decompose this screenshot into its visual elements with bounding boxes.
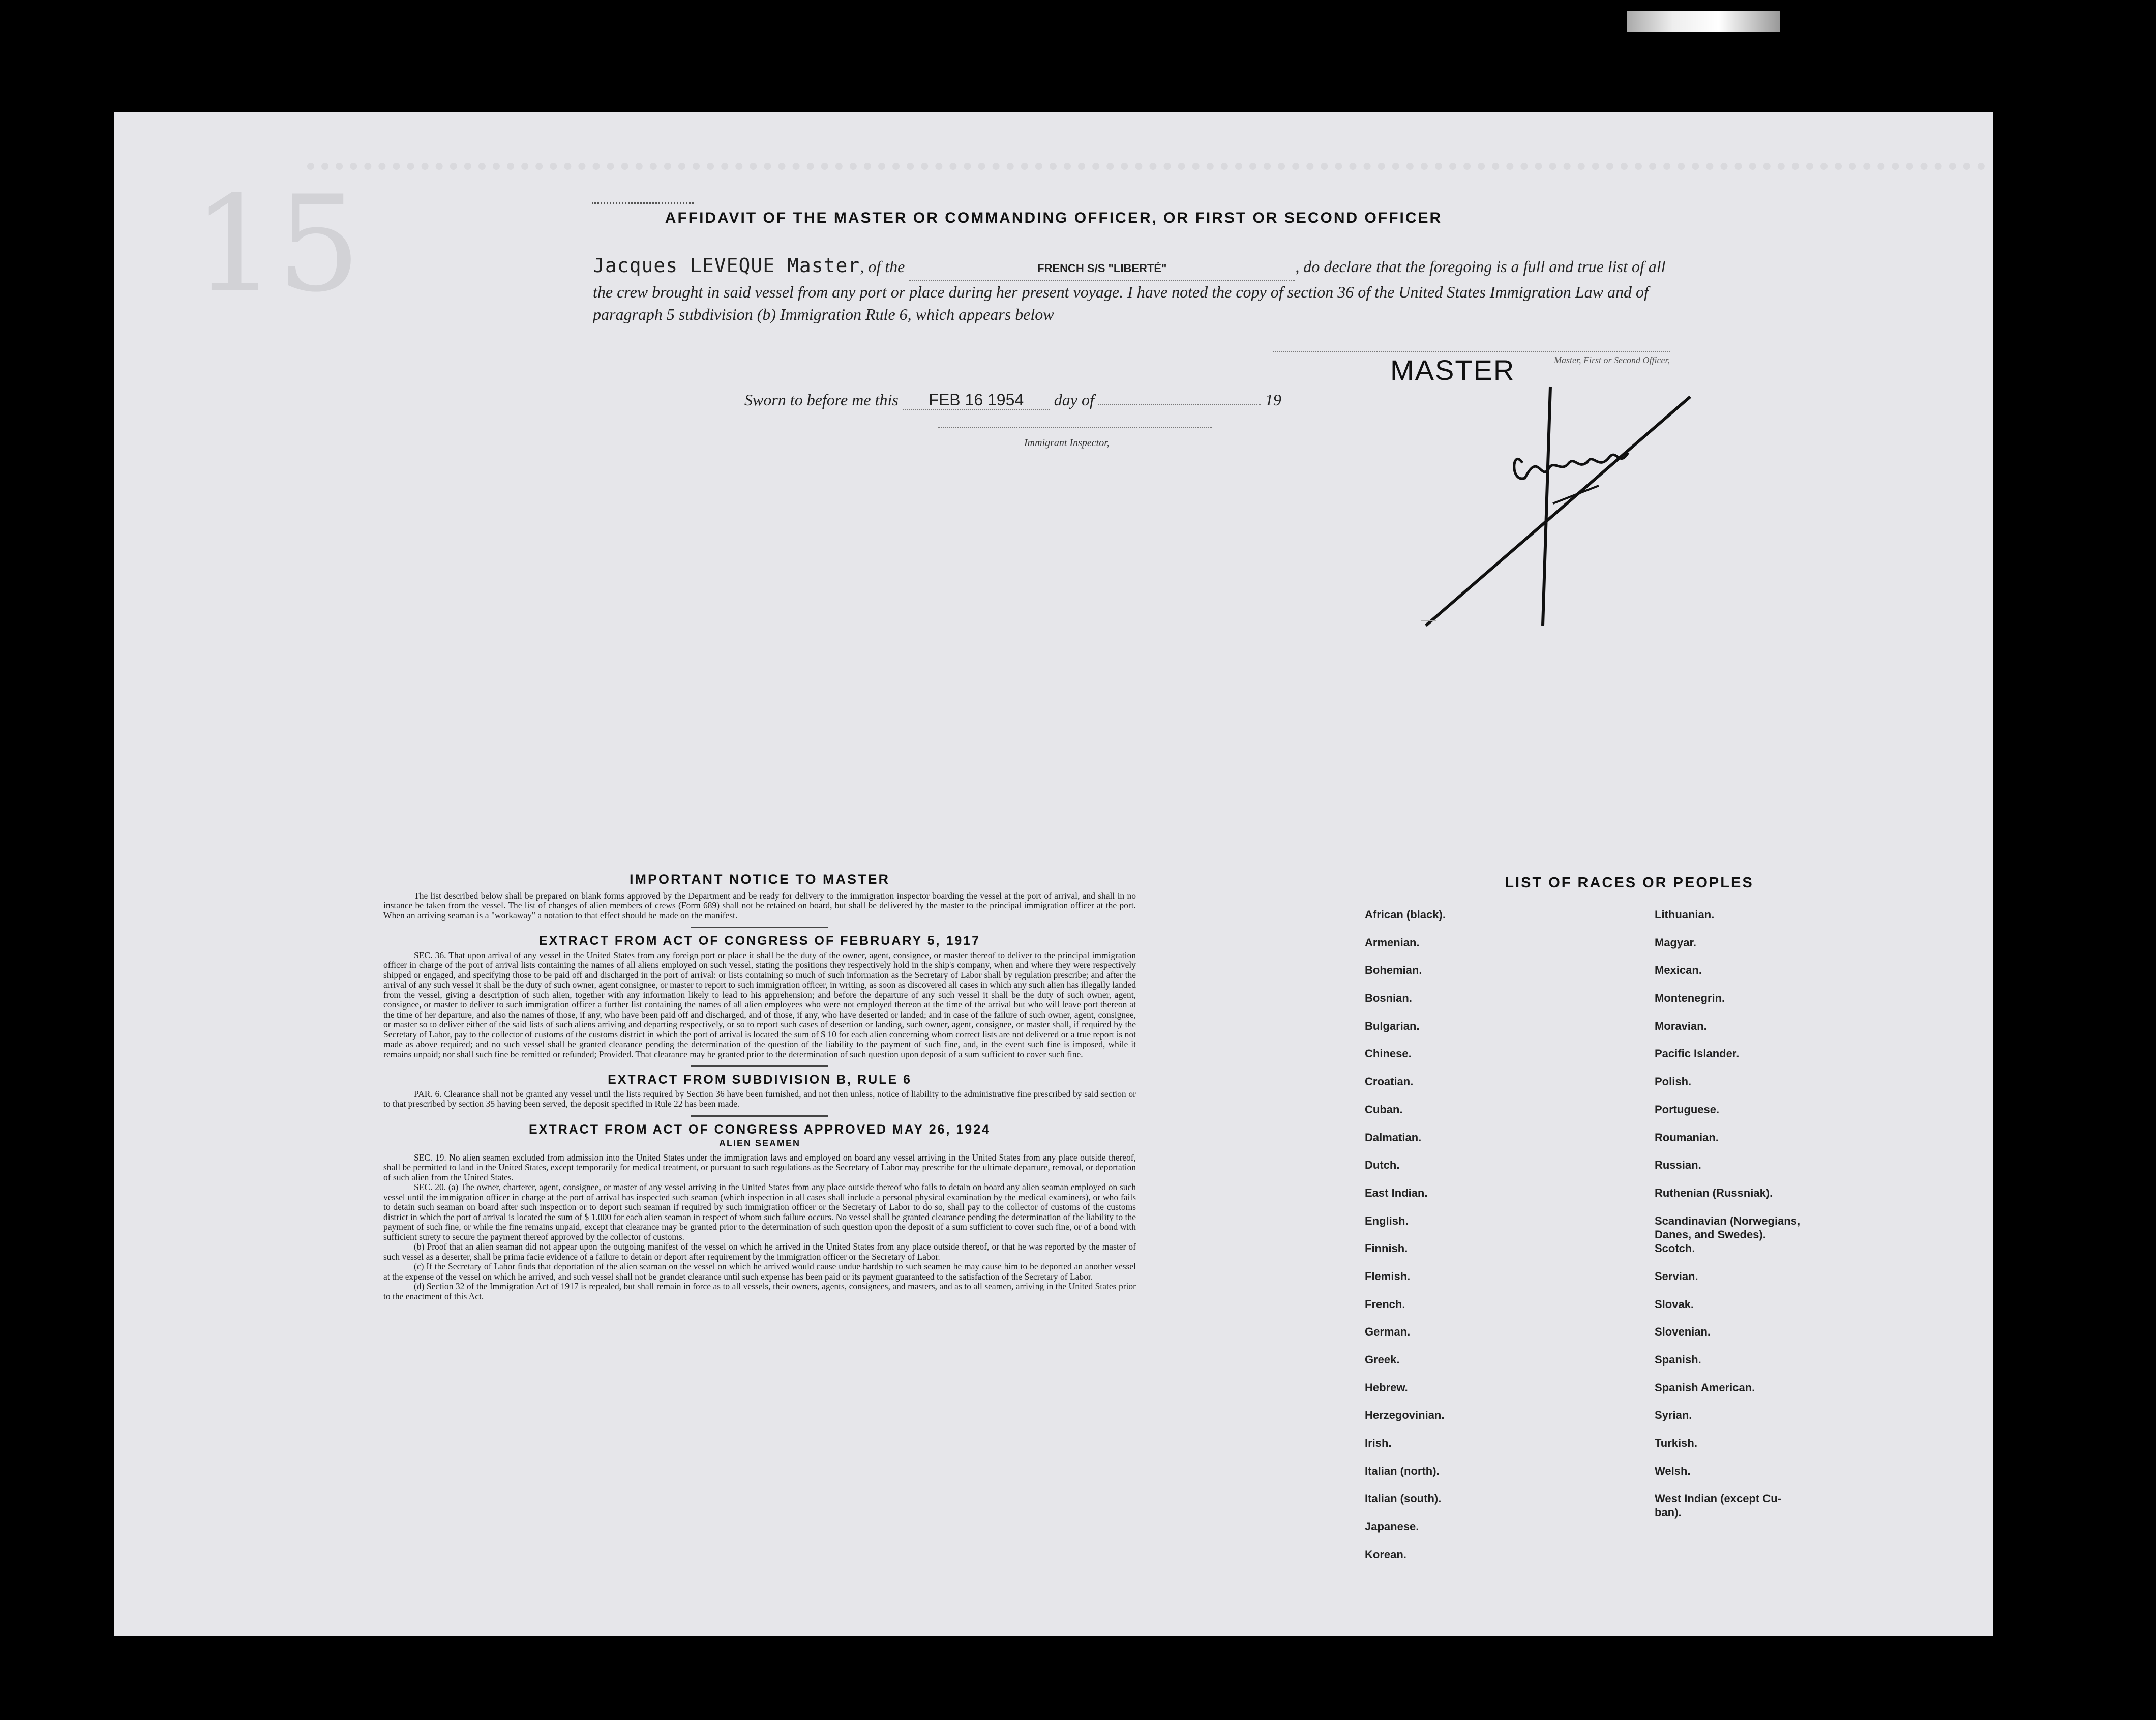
race-item: French.: [1365, 1297, 1405, 1311]
race-item: Croatian.: [1365, 1075, 1414, 1088]
race-item: Ruthenian (Russniak).: [1655, 1186, 1773, 1199]
race-item: Polish.: [1655, 1075, 1692, 1088]
races-left-column: [1365, 908, 1446, 1576]
vessel-name: FRENCH S/S "LIBERTÉ": [909, 257, 1295, 281]
bleed-through-page-number: 15: [193, 168, 361, 321]
typed-master-name: Jacques LEVEQUE Master: [593, 254, 860, 277]
races-columns: [1355, 908, 1904, 1561]
race-item: Bosnian.: [1365, 992, 1412, 1005]
race-item: Slovenian.: [1655, 1325, 1711, 1339]
race-item: German.: [1365, 1325, 1411, 1339]
extract-rule6-title: EXTRACT FROM SUBDIVISION B, RULE 6: [608, 1073, 912, 1087]
extract-1917-title: EXTRACT FROM ACT OF CONGRESS OF FEBRUARY 5, 1917: [538, 934, 981, 948]
race-item: Moravian.: [1655, 1019, 1707, 1032]
race-item: Cuban.: [1365, 1103, 1403, 1116]
punch-hole: [2029, 552, 2054, 577]
race-item: Lithuanian.: [1655, 908, 1715, 921]
race-item: East Indian.: [1365, 1186, 1428, 1199]
important-notice-section: [383, 872, 1136, 1301]
races-right-column: [1655, 908, 1868, 1520]
race-item: Dalmatian.: [1365, 1131, 1422, 1144]
race-item: Spanish American.: [1655, 1381, 1755, 1394]
signature-line: [1273, 351, 1670, 352]
race-item: Welsh.: [1655, 1464, 1691, 1477]
bleed-through-header: [307, 163, 1985, 180]
notice-text: The list described below shall be prepared on blank forms approved by the Department and be ready for delivery to the immigration inspector boarding the vessel at the port of arrival, and shall in no instance be taken from the vessel. The list of changes of alien members of crews (Form 689) shall not be retained on board, but shall be delivered by the master to the principal immigration officer at the port. When an arriving seaman is a "workaway" a notation to that effect should be made on the manifest.: [383, 890, 1136, 921]
sec20a-text: SEC. 20. (a) The owner, charterer, agent, consignee, or master of any vessel arriving in the United States from any place outside thereof who fails to detain on board any alien seaman employed on such vessel until the immigration officer in charge at the port of arrival has inspected such seaman (which inspection in all cases shall include a personal physical examination by the medical examiners), or who fails to detain such seaman on board after such inspection or to deport such seaman if required by such immigration officer or the Secretary of Labor to do so, shall pay to the collector of customs of the customs district in which the port of arrival is located the sum of $ 1.000 for each alien seaman in respect of whom such failure occurs. No vessel shall be granted clearance pending the determination of the liability to the payment of such fine, or while the fine remains unpaid, except that clearance may be granted prior to the determination of such question upon the deposit of a sum sufficient to cover such fine, or of a bond with sufficient surety to secure the payment thereof approved by the collector of customs.: [383, 1182, 1136, 1242]
section-rule: [691, 1065, 828, 1067]
race-item: Hebrew.: [1365, 1381, 1408, 1394]
punch-hole: [2029, 1142, 2054, 1167]
race-item: Italian (south).: [1365, 1492, 1442, 1505]
race-item: Servian.: [1655, 1269, 1698, 1283]
punch-hole: [2029, 315, 2054, 341]
race-item: Slovak.: [1655, 1297, 1694, 1311]
month-blank: [1098, 404, 1261, 405]
section-rule: [691, 927, 828, 928]
declaration-text: that the foregoing is a full and true list of all the crew brought in said vessel from any port or place during her present voyage. I have noted the copy of section 36 of the United States Immigration Law and of paragraph 5 subdivision (b) Immigration Rule 6, which appears below: [593, 257, 1666, 323]
race-item: Finnish.: [1365, 1242, 1408, 1255]
race-item: African (black).: [1365, 908, 1446, 921]
punch-hole: [2029, 631, 2054, 656]
race-item: Russian.: [1655, 1159, 1701, 1172]
race-item: Mexican.: [1655, 964, 1702, 977]
inspector-caption: Immigrant Inspector,: [1024, 437, 1110, 449]
punch-hole: [2029, 239, 2054, 264]
date-stamp: FEB 16 1954: [903, 391, 1050, 410]
sworn-prefix: Sworn to before me this: [744, 391, 899, 409]
sec20d-text: (d) Section 32 of the Immigration Act of 1917 is repealed, but shall remain in force as to all vessels, their owners, agents, consignees, and masters, and as to all seamen, arriving in the United States prior to the enactment of this Act.: [383, 1281, 1136, 1301]
race-item: Japanese.: [1365, 1520, 1419, 1533]
race-item: Dutch.: [1365, 1159, 1400, 1172]
alien-seamen-subtitle: ALIEN SEAMEN: [718, 1138, 800, 1148]
document-page: [114, 112, 1993, 1636]
master-stamp: MASTER: [1390, 354, 1515, 386]
race-item: Chinese.: [1365, 1047, 1412, 1060]
affidavit-declaration: [593, 254, 1671, 325]
sec20b-text: (b) Proof that an alien seaman did not appear upon the outgoing manifest of the vessel on which he arrived in the United States from any place outside thereof, or that he was reported by the master of such vessel as a deserter, shall be prima facie evidence of a failure to detain or deport after requirement by the immigration officer or the Secretary of Labor.: [383, 1241, 1136, 1262]
race-item: Pacific Islander.: [1655, 1047, 1740, 1060]
sec20c-text: (c) If the Secretary of Labor finds that deportation of the alien seaman on the vessel on which he arrived would cause undue hardship to such seamen he may cause him to be deported an another vessel at the expense of the vessel on which he arrived, and such vessel shall not be grandet clearance until such expense has been paid or its payment guaranteed to the satisfaction of the Secretary of Labor.: [383, 1261, 1136, 1282]
scanner-tab-mark: [1627, 11, 1780, 32]
extract-rule6-text: PAR. 6. Clearance shall not be granted any vessel until the lists required by Section 36 have been furnished, and not then unless, notice of liability to the administrative fine prescribed by said section or to that prescribed by section 35 having been served, the deposit specified in Rule 22 has been made.: [383, 1088, 1136, 1109]
race-item: Roumanian.: [1655, 1131, 1719, 1144]
section-rule: [691, 1115, 828, 1117]
race-item: Bohemian.: [1365, 964, 1422, 977]
race-item: Flemish.: [1365, 1269, 1411, 1283]
year-prefix: 19: [1265, 391, 1281, 409]
race-item: Syrian.: [1655, 1409, 1692, 1422]
race-item: Turkish.: [1655, 1437, 1697, 1450]
stray-mark: [1421, 620, 1436, 621]
race-item: Korean.: [1365, 1548, 1406, 1561]
race-item: Scotch.: [1655, 1242, 1695, 1255]
of-the-label: , of the: [860, 257, 905, 276]
race-item: Scandinavian (Norwegians, Danes, and Swedes).: [1655, 1214, 1801, 1241]
title-dotted-rule: [592, 202, 694, 204]
race-item: Magyar.: [1655, 936, 1696, 949]
races-list-section: [1355, 875, 1904, 1561]
race-item: Irish.: [1365, 1437, 1392, 1450]
sworn-line: [744, 391, 1281, 410]
race-item: Armenian.: [1365, 936, 1420, 949]
do-declare-label: , do declare: [1295, 257, 1372, 276]
race-item: Herzegovinian.: [1365, 1409, 1445, 1422]
sec19-text: SEC. 19. No alien seamen excluded from admission into the United States under the immigration laws and employed on board any vessel arriving in the United States from any place outside thereof, shall be permitted to land in the United States, except temporarily for medical treatment, or pursuant to such regulations as the Secretary of Labor may prescribe for the ultimate departure, removal, or deportation of such alien from the United States.: [383, 1152, 1136, 1182]
notice-title: IMPORTANT NOTICE TO MASTER: [630, 872, 890, 887]
extract-1924-title: EXTRACT FROM ACT OF CONGRESS APPROVED MAY 26, 1924: [528, 1122, 991, 1137]
punch-hole: [2029, 1068, 2054, 1093]
handwritten-signature: [1385, 376, 1700, 631]
race-item: Bulgarian.: [1365, 1019, 1420, 1032]
race-item: Spanish.: [1655, 1353, 1701, 1366]
race-item: English.: [1365, 1214, 1409, 1227]
affidavit-title: AFFIDAVIT OF THE MASTER OR COMMANDING OFFICER, OR FIRST OR SECOND OFFICER: [665, 210, 1443, 226]
races-title: LIST OF RACES OR PEOPLES: [1505, 875, 1754, 891]
race-item: Montenegrin.: [1655, 992, 1725, 1005]
race-item: Italian (north).: [1365, 1464, 1440, 1477]
inspector-line: [938, 427, 1212, 428]
day-of-label: day of: [1054, 391, 1094, 409]
extract-1917-text: SEC. 36. That upon arrival of any vessel in the United States from any foreign port or place it shall be the duty of the owner, agent, consignee, or master thereof to deliver to the principal immigration officer in charge of the port of arrival lists containing the names of all aliens employed on such vessel, stating the positions they respectively hold in the ship's company, when and where they were respectively shipped or engaged, and specifying those to be paid off and discharged in the port of arrival: or lists containing so much of such information as the Secretary of Labor shall by regulation prescribe; and after the arrival of any such vessel it shall be the duty of such owner, agent consignee, or master to report to such immigration officer, in writing, as soon as discovered all cases in which any such alien has illegally landed from the vessel, giving a description of such alien, together with any information likely to lead to his apprehension; and before the departure of any such vessel it shall be the duty of such owner, agent, consignee, or master to deliver to such immigration officer a further list containing the names of all alien employees who were not employed thereon at the time of the arrival but who will leave port thereon at the time of her departure, and also the names of those, if any, who have been paid off and discharged, and of those, if any, who have deserted or landed; and in case of the failure of such owner, agent, consignee, or master so to deliver either of the said lists of such aliens arriving and departing respectively, or so to report such cases of desertion or landing, such owner, agent, consignee, or master shall, if required by the Secretary of Labor, pay to the collector of customs of the customs district in which the port of arrival is located the sum of $ 10 for each alien concerning whom correct lists are not delivered or a true report is not made as above required; and no such vessel shall be granted clearance pending the determination of the question of the liability to the payment of such fine, and, in the event such fine is imposed, while it remains unpaid; nor shall such fine be remitted or refunded; Provided. That clearance may be granted prior to the determination of such question upon deposit of a sum sufficient to cover such fine.: [383, 950, 1136, 1059]
race-item: Portuguese.: [1655, 1103, 1720, 1116]
race-item: Greek.: [1365, 1353, 1400, 1366]
race-item: West Indian (except Cu- ban).: [1655, 1492, 1781, 1519]
signature-caption: Master, First or Second Officer,: [1554, 355, 1670, 365]
